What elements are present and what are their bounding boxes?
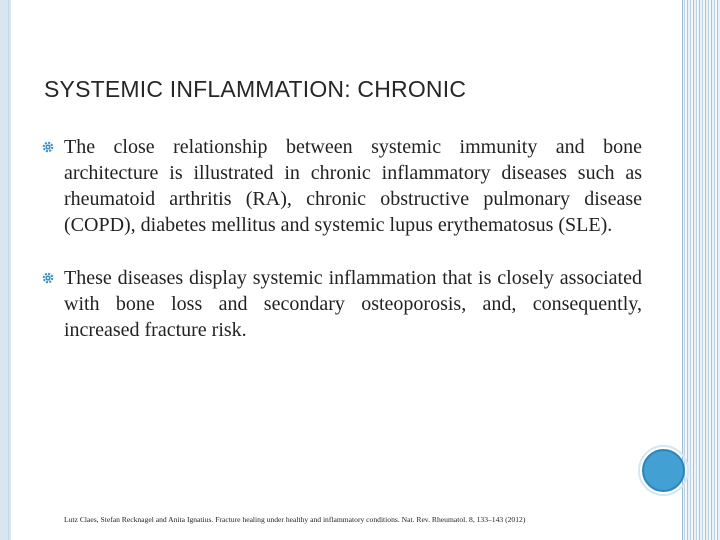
decorative-circle xyxy=(642,449,685,492)
citation: Lutz Claes, Stefan Recknagel and Anita Ignatius. Fracture healing under healthy and inflammatory conditions. Nat. Rev. Rheumatol. 8, 133–143 (2012) xyxy=(64,515,526,524)
bullet-item xyxy=(42,265,642,343)
left-decorative-band xyxy=(0,0,11,540)
gear-icon xyxy=(42,272,54,284)
gear-icon xyxy=(42,141,54,153)
bullet-list xyxy=(42,134,642,343)
right-decorative-band xyxy=(682,0,720,540)
bullet-text: The close relationship between systemic immunity and bone architecture is illustrated in chronic inflammatory diseases such as rheumatoid arthritis (RA), chronic obstructive pulmonary disease (COPD), diabetes mellitus and systemic lupus erythematosus (SLE). xyxy=(64,136,642,236)
slide-title: SYSTEMIC INFLAMMATION: CHRONIC xyxy=(44,76,467,102)
bullet-item xyxy=(42,134,642,238)
bullet-text: These diseases display systemic inflammation that is closely associated with bone loss and secondary osteoporosis, and, consequently, increased fracture risk. xyxy=(64,267,642,341)
